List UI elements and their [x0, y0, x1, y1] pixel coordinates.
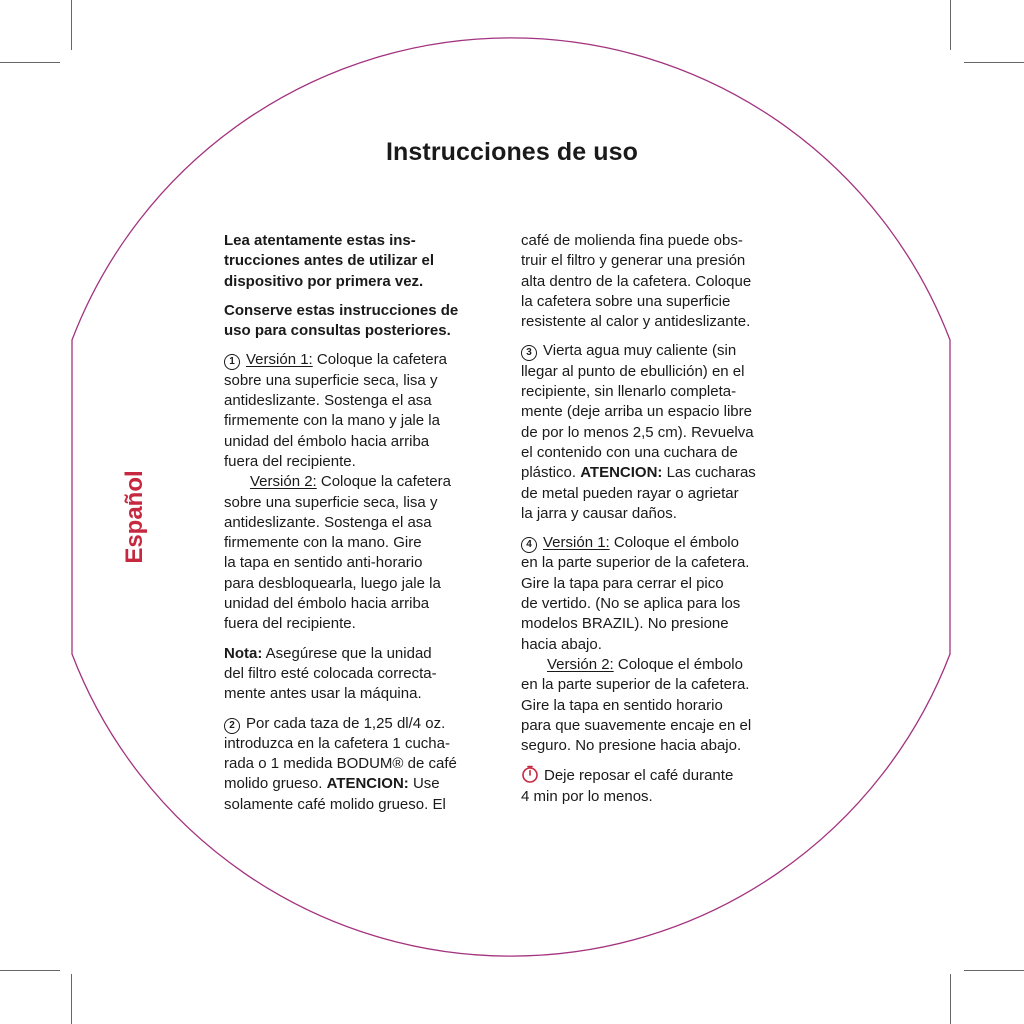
page-title: Instrucciones de uso — [385, 138, 639, 166]
text-line: rada o 1 medida BODUM® de café — [224, 755, 457, 773]
step-2-continued — [521, 231, 803, 332]
text-line — [224, 350, 496, 370]
text-fragment: Coloque la cafetera — [316, 473, 451, 491]
text-line: de vertido. (No se aplica para los — [521, 595, 741, 613]
text-line: para desbloquearla, luego jale la — [224, 574, 441, 592]
step-2 — [224, 714, 496, 815]
step-5 — [521, 765, 803, 807]
text-line: 4 min por lo menos. — [521, 787, 653, 805]
step-4 — [521, 533, 803, 756]
version-2-label: Versión 2: — [250, 473, 317, 491]
text-line: el contenido con una cuchara de — [521, 443, 738, 461]
text-fragment: Deje reposar el café durante — [544, 767, 734, 785]
text-fragment: molido grueso. — [224, 775, 327, 793]
text-line: introduzca en la cafetera 1 cucha- — [224, 734, 450, 752]
text-line: seguro. No presione hacia abajo. — [521, 737, 742, 755]
text-line: la jarra y causar daños. — [521, 504, 677, 522]
text-line: antideslizante. Sostenga el asa — [224, 392, 432, 410]
text-line — [224, 714, 496, 734]
text-line: recipiente, sin llenarlo completa- — [521, 383, 737, 401]
text-line: mente antes usar la máquina. — [224, 685, 422, 703]
text-fragment: Vierta agua muy caliente (sin — [543, 342, 737, 360]
text-fragment: Coloque el émbolo — [613, 655, 743, 673]
text-fragment: Por cada taza de 1,25 dl/4 oz. — [246, 714, 446, 732]
text-line: en la parte superior de la cafetera. — [521, 676, 750, 694]
text-fragment: Asegúrese que la unidad — [262, 644, 432, 662]
text-line: resistente al calor y antideslizante. — [521, 313, 751, 331]
text-line: uso para consultas posteriores. — [224, 322, 451, 340]
text-fragment: plástico. — [521, 464, 581, 482]
text-line — [224, 472, 496, 492]
column-left — [224, 231, 496, 824]
text-line: Gire la tapa para cerrar el pico — [521, 574, 724, 592]
note-label: Nota: — [224, 644, 263, 662]
text-line — [521, 341, 803, 361]
text-line — [521, 463, 803, 483]
column-right — [521, 231, 803, 816]
text-line: dispositivo por primera vez. — [224, 272, 424, 290]
text-line: sobre una superficie seca, lisa y — [224, 371, 438, 389]
text-line: antideslizante. Sostenga el asa — [224, 513, 432, 531]
timer-icon — [521, 765, 539, 783]
text-fragment: Coloque el émbolo — [609, 534, 739, 552]
step-number-3: 3 — [521, 345, 537, 361]
outline-path — [72, 38, 950, 956]
text-line: en la parte superior de la cafetera. — [521, 554, 750, 572]
text-line — [224, 774, 496, 794]
step-1 — [224, 350, 496, 634]
text-line: hacia abajo. — [521, 635, 602, 653]
intro-paragraph — [224, 231, 496, 292]
text-line: modelos BRAZIL). No presione — [521, 615, 729, 633]
text-line: del filtro esté colocada correcta- — [224, 664, 437, 682]
text-fragment: Coloque la cafetera — [312, 351, 447, 369]
text-line: mente (deje arriba un espacio libre — [521, 403, 752, 421]
text-line: fuera del recipiente. — [224, 452, 356, 470]
text-line: para que suavemente encaje en el — [521, 716, 752, 734]
warning-label: ATENCION: — [326, 775, 409, 793]
text-line: Lea atentamente estas ins- — [224, 232, 416, 249]
text-line: alta dentro de la cafetera. Coloque — [521, 272, 752, 290]
text-line: trucciones antes de utilizar el — [224, 252, 435, 270]
step-number-4: 4 — [521, 537, 537, 553]
text-fragment: Use — [408, 775, 440, 793]
text-line: sobre una superficie seca, lisa y — [224, 493, 438, 511]
text-line — [521, 765, 803, 786]
text-line — [224, 644, 496, 664]
text-line: Gire la tapa en sentido horario — [521, 696, 723, 714]
step-number-2: 2 — [224, 718, 240, 734]
text-line: la cafetera sobre una superficie — [521, 292, 731, 310]
note-paragraph — [224, 644, 496, 705]
text-line: solamente café molido grueso. El — [224, 795, 446, 813]
version-1-label: Versión 1: — [543, 534, 610, 552]
language-label: Español — [121, 470, 148, 564]
text-line: truir el filtro y generar una presión — [521, 252, 746, 270]
text-line: unidad del émbolo hacia arriba — [224, 595, 430, 613]
text-line: firmemente con la mano y jale la — [224, 412, 440, 430]
text-line: de por lo menos 2,5 cm). Revuelva — [521, 423, 754, 441]
text-line — [521, 655, 803, 675]
warning-label: ATENCION: — [580, 464, 663, 482]
version-1-label: Versión 1: — [246, 351, 313, 369]
text-line: café de molienda fina puede obs- — [521, 232, 743, 249]
step-3 — [521, 341, 803, 524]
text-line: fuera del recipiente. — [224, 615, 356, 633]
text-line — [521, 533, 803, 553]
text-line: llegar al punto de ebullición) en el — [521, 362, 745, 380]
text-line: la tapa en sentido anti-horario — [224, 554, 423, 572]
text-fragment: Las cucharas — [662, 464, 756, 482]
version-2-label: Versión 2: — [547, 655, 614, 673]
text-line: de metal pueden rayar o agrietar — [521, 484, 739, 502]
step-number-1: 1 — [224, 354, 240, 370]
text-line: unidad del émbolo hacia arriba — [224, 432, 430, 450]
keep-paragraph — [224, 301, 496, 342]
text-line: firmemente con la mano. Gire — [224, 534, 422, 552]
text-line: Conserve estas instrucciones de — [224, 301, 459, 319]
